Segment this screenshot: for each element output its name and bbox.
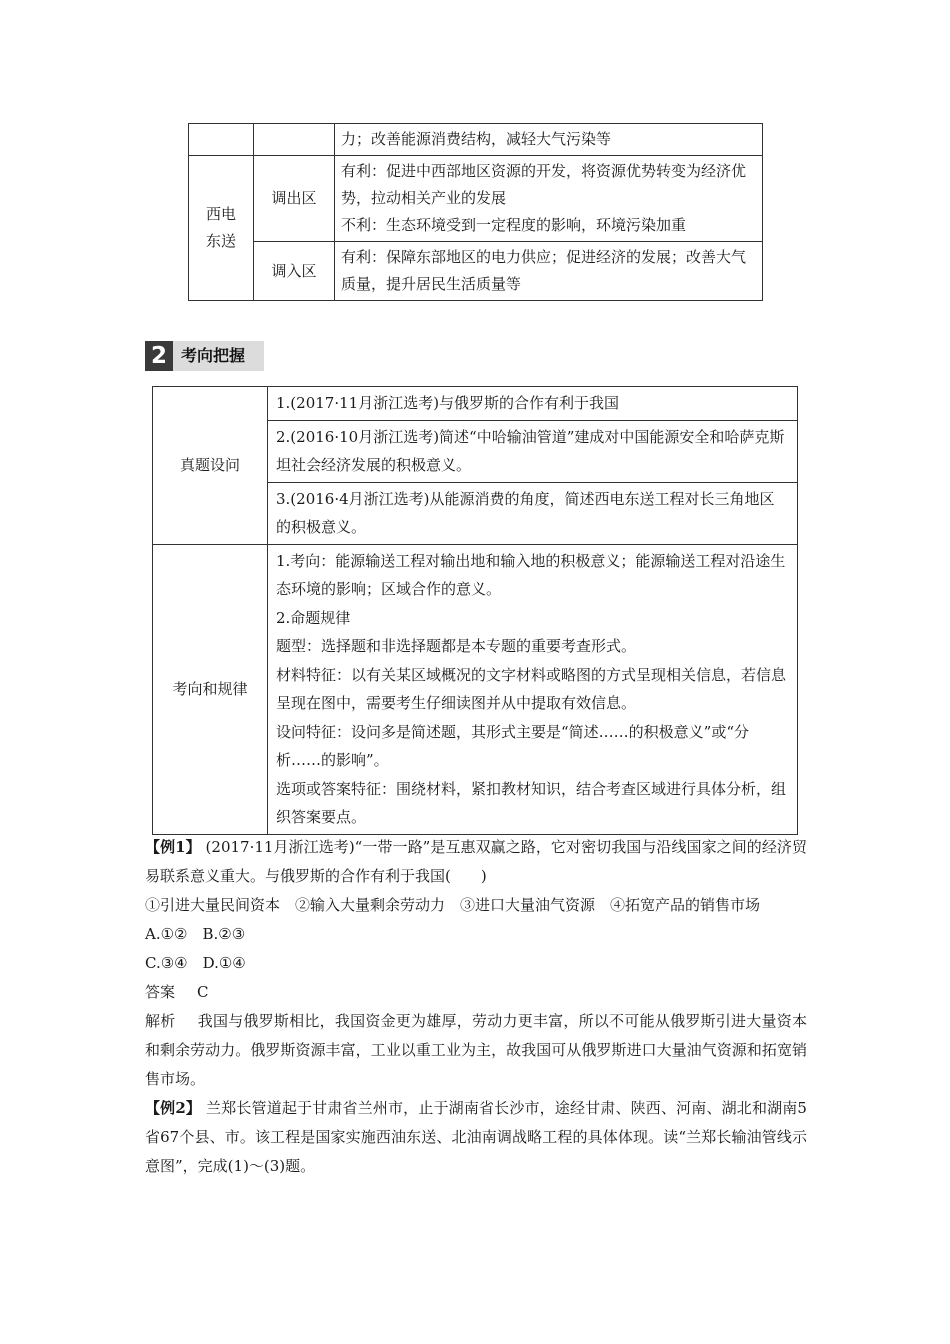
example1-stem [145,833,807,891]
section-title: 考向把握 [181,346,246,365]
impact-cell [335,156,763,242]
answer-value: C [197,983,209,1001]
analysis-text: 我国与俄罗斯相比，我国资金更为雄厚，劳动力更丰富，所以不可能从俄罗斯引进大量资本和剩余劳动力。俄罗斯资源丰富，工业以重工业为主，故我国可从俄罗斯进口大量油气资源和拓宽销售市场。 [145,1012,807,1088]
rule-line: 1.考向：能源输送工程对输出地和输入地的积极意义；能源输送工程对沿途生态环境的影响；区域合作的意义。 [276,551,786,598]
exam-question: 1.(2017·11月浙江选考)与俄罗斯的合作有利于我国 [268,387,798,421]
table-cell-text: 力；改善能源消费结构，减轻大气污染等 [335,124,763,156]
impact-positive: 有利：促进中西部地区资源的开发，将资源优势转变为经济优势，拉动相关产业的发展 [341,162,747,207]
energy-transfer-table [188,123,763,301]
table-cell-empty [254,124,335,156]
exam-question: 3.(2016·4月浙江选考)从能源消费的角度，简述西电东送工程对长三角地区的积极意义。 [268,482,798,544]
project-name-cell [189,156,254,301]
example2-stem [145,1094,807,1181]
answer-label: 答案 [145,983,176,1001]
rule-line: 选项或答案特征：围绕材料，紧扣教材知识，结合考查区域进行具体分析，组织答案要点。 [276,779,787,826]
impact-cell [335,242,763,301]
section-number: 2 [145,341,173,371]
example-tag: 【例2】 [145,1099,202,1117]
analysis-line [145,1007,807,1094]
project-name-line: 西电 [205,205,236,223]
region-cell: 调入区 [254,242,335,301]
exam-question: 2.(2016·10月浙江选考)简述“中哈输油管道”建成对中国能源安全和哈萨克斯坦社会经济发展的积极意义。 [268,420,798,482]
question-text: 兰郑长管道起于甘肃省兰州市，止于湖南省长沙市，途经甘肃、陕西、河南、湖北和湖南5省67个县、市。该工程是国家实施西油东送、北油南调战略工程的具体体现。读“兰郑长输油管线示意图”，完成(1)～(3)题。 [145,1099,807,1175]
question-text: (2017·11月浙江选考)“一带一路”是互惠双赢之路，它对密切我国与沿线国家之间的经济贸易联系意义重大。与俄罗斯的合作有利于我国( ) [145,838,807,885]
impact-positive: 有利：保障东部地区的电力供应；促进经济的发展；改善大气质量，提升居民生活质量等 [341,248,747,293]
rule-line: 材料特征：以有关某区域概况的文字材料或略图的方式呈现相关信息，若信息呈现在图中，需要考生仔细读图并从中提取有效信息。 [276,665,787,712]
table-cell-empty [189,124,254,156]
answer-line [145,978,807,1007]
impact-negative: 不利：生态环境受到一定程度的影响，环境污染加重 [341,216,687,234]
rule-line: 2.命题规律 [276,608,351,627]
rule-line: 题型：选择题和非选择题都是本专题的重要考查形式。 [276,637,637,655]
section-header [145,341,264,371]
rules-cell [268,544,798,834]
example-tag: 【例1】 [145,838,201,856]
project-name-line: 东送 [205,232,236,250]
rule-line: 设问特征：设问多是简述题，其形式主要是“简述……的积极意义”或“分析……的影响”。 [276,722,750,769]
option-list: ①引进大量民间资本 ②输入大量剩余劳动力 ③进口大量油气资源 ④拓宽产品的销售市场 [145,896,761,914]
exam-direction-table [152,386,798,835]
analysis-label: 解析 [145,1012,176,1030]
choices-ab: A.①② B.②③ [145,925,246,943]
choices-cd: C.③④ D.①④ [145,954,246,972]
row-label: 考向和规律 [153,544,268,834]
row-label: 真题设问 [153,387,268,545]
examples-section [145,833,807,1181]
region-cell: 调出区 [254,156,335,242]
